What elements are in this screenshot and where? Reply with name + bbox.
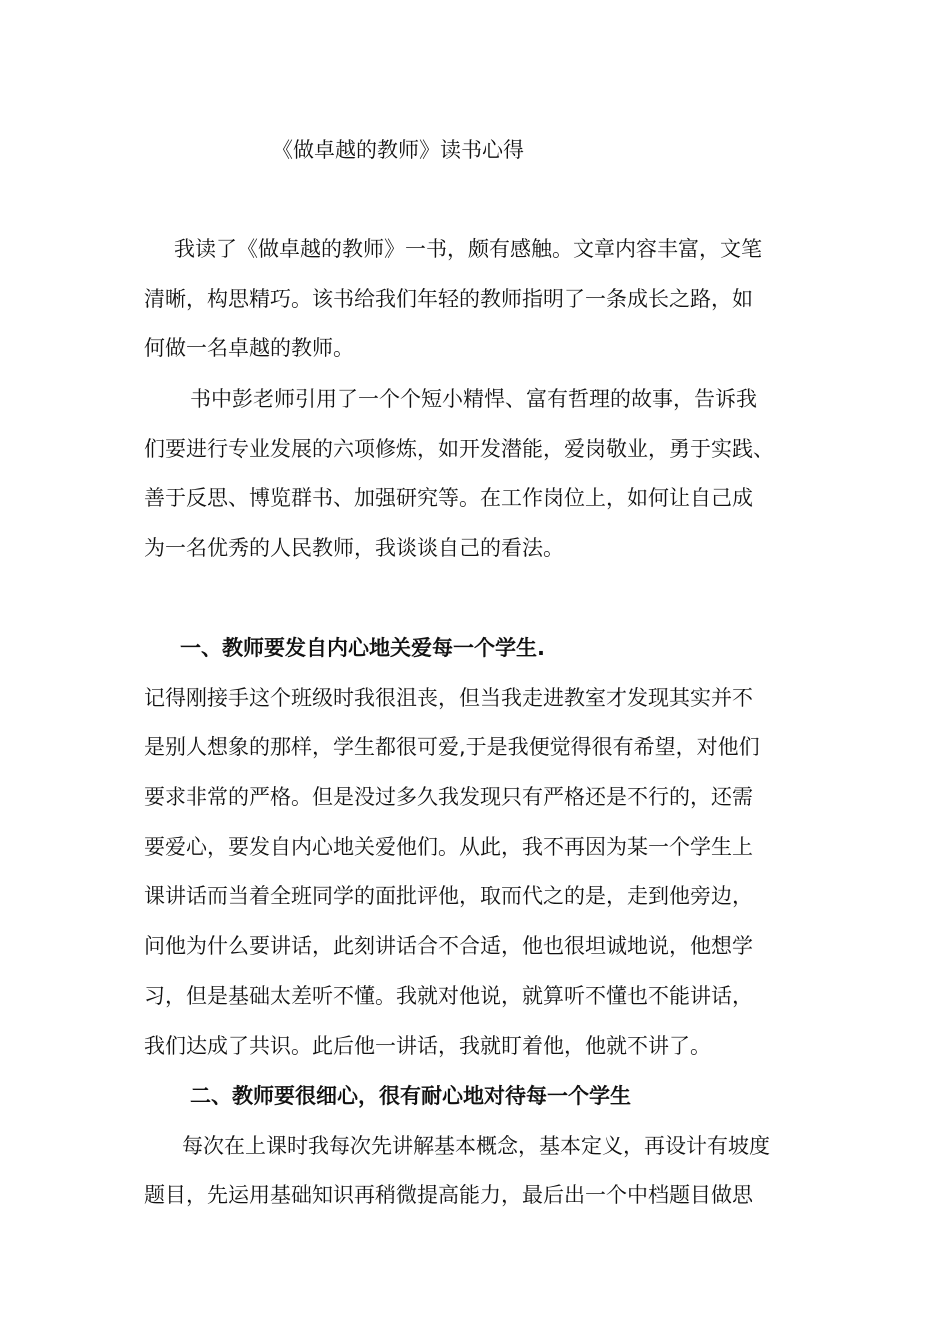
paragraph-line: 每次在上课时我每次先讲解基本概念，基本定义，再设计有坡度 — [182, 1133, 770, 1158]
paragraph-line: 何做一名卓越的教师。 — [144, 336, 354, 361]
paragraph-line: 要求非常的严格。但是没过多久我发现只有严格还是不行的，还需 — [144, 785, 753, 810]
paragraph-line: 课讲话而当着全班同学的面批评他，取而代之的是，走到他旁边， — [144, 884, 753, 909]
paragraph-line: 我们达成了共识。此后他一讲话，我就盯着他，他就不讲了。 — [144, 1033, 711, 1058]
paragraph-line: 书中彭老师引用了一个个短小精悍、富有哲理的故事，告诉我 — [190, 387, 757, 411]
section-2 — [144, 1080, 824, 1229]
paragraph-line: 善于反思、博览群书、加强研究等。在工作岗位上，如何让自己成 — [144, 486, 753, 511]
paragraph-line: 为一名优秀的人民教师，我谈谈自己的看法。 — [144, 536, 564, 561]
paragraph-line: 记得刚接手这个班级时我很沮丧，但当我走进教室才发现其实并不 — [144, 685, 753, 710]
intro-paragraph — [144, 233, 824, 382]
paragraph-line: 要爱心，要发自内心地关爱他们。从此，我不再因为某一个学生上 — [144, 834, 753, 859]
body-paragraph — [144, 383, 824, 582]
paragraph-line: 习，但是基础太差听不懂。我就对他说，就算听不懂也不能讲话， — [144, 983, 753, 1008]
section-heading: 一、教师要发自内心地关爱每一个学生. — [180, 636, 545, 660]
paragraph-line: 是别人想象的那样，学生都很可爱,于是我便觉得很有希望，对他们 — [144, 735, 760, 760]
paragraph-line: 我读了《做卓越的教师》一书，颇有感触。文章内容丰富，文笔 — [174, 237, 762, 261]
paragraph-line: 问他为什么要讲话，此刻讲话合不合适，他也很坦诚地说，他想学 — [144, 934, 753, 959]
paragraph-line: 们要进行专业发展的六项修炼，如开发潜能，爱岗敬业，勇于实践、 — [144, 436, 774, 461]
section-1 — [144, 632, 824, 1079]
paragraph-line: 题目，先运用基础知识再稍微提高能力，最后出一个中档题目做思 — [144, 1183, 753, 1208]
paragraph-line: 清晰，构思精巧。该书给我们年轻的教师指明了一条成长之路，如 — [144, 286, 753, 311]
document-title: 《做卓越的教师》读书心得 — [272, 138, 524, 162]
section-heading: 二、教师要很细心，很有耐心地对待每一个学生 — [190, 1084, 631, 1108]
